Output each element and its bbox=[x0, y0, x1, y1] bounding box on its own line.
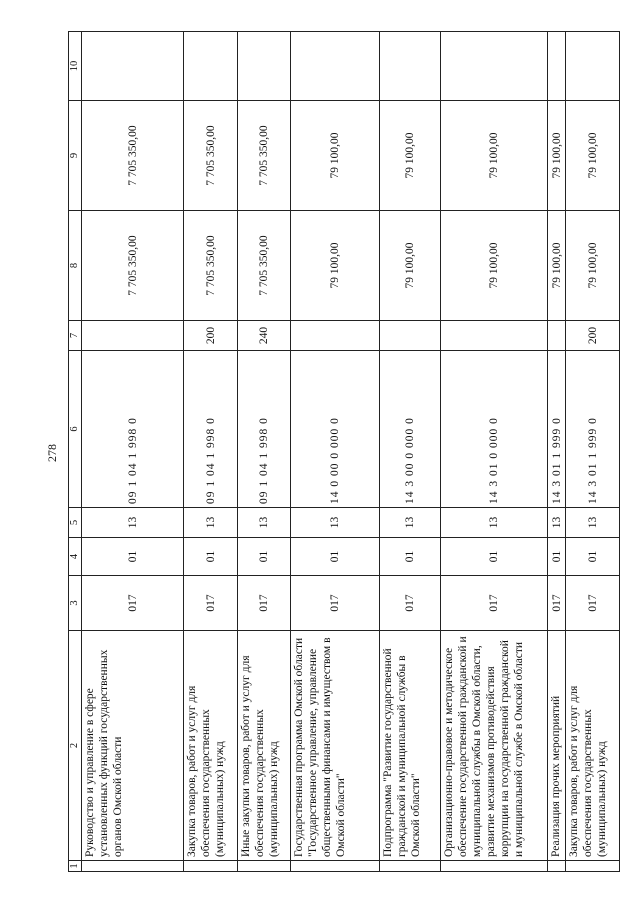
cell-section-code: 01 bbox=[566, 538, 620, 576]
cell-target-article: 14 0 00 0 000 0 bbox=[291, 351, 380, 508]
header-cell: 6 bbox=[69, 351, 82, 508]
cell-expense-type bbox=[440, 321, 547, 351]
table-row bbox=[237, 32, 290, 872]
header-row bbox=[69, 32, 82, 872]
cell-amount-col8: 7 705 350,00 bbox=[184, 211, 237, 321]
cell-section-code: 01 bbox=[547, 538, 566, 576]
cell-target-article: 09 1 04 1 998 0 bbox=[237, 351, 290, 508]
cell-expense-type: 200 bbox=[184, 321, 237, 351]
table-row bbox=[547, 32, 566, 872]
header-cell: 5 bbox=[69, 508, 82, 538]
cell-subsection-code: 13 bbox=[566, 508, 620, 538]
cell-amount-col9: 79 100,00 bbox=[291, 101, 380, 211]
cell-amount-col8: 79 100,00 bbox=[291, 211, 380, 321]
cell-target-article: 09 1 04 1 998 0 bbox=[82, 351, 184, 508]
cell-subsection-code: 13 bbox=[82, 508, 184, 538]
cell-amount-col9: 79 100,00 bbox=[547, 101, 566, 211]
cell-expense-type bbox=[380, 321, 440, 351]
cell-amount-col8: 79 100,00 bbox=[380, 211, 440, 321]
table-row bbox=[82, 32, 184, 872]
cell-amount-col10 bbox=[547, 32, 566, 101]
cell-description: Руководство и управление в сфере установленных функций государственных органов Омской области bbox=[82, 631, 184, 861]
cell-ministry-code: 017 bbox=[440, 576, 547, 631]
cell-amount-col10 bbox=[82, 32, 184, 101]
table-row bbox=[440, 32, 547, 872]
header-cell: 7 bbox=[69, 321, 82, 351]
cell-amount-col9: 79 100,00 bbox=[440, 101, 547, 211]
header-cell: 8 bbox=[69, 211, 82, 321]
cell-target-article: 14 3 01 0 000 0 bbox=[440, 351, 547, 508]
cell-expense-type bbox=[291, 321, 380, 351]
cell-amount-col8: 7 705 350,00 bbox=[82, 211, 184, 321]
header-cell: 9 bbox=[69, 101, 82, 211]
cell-subsection-code: 13 bbox=[291, 508, 380, 538]
budget-table bbox=[68, 31, 620, 872]
cell-ministry-code: 017 bbox=[566, 576, 620, 631]
header-cell: 2 bbox=[69, 631, 82, 861]
cell-subsection-code: 13 bbox=[237, 508, 290, 538]
cell-ministry-code: 017 bbox=[237, 576, 290, 631]
cell-blank bbox=[440, 861, 547, 872]
cell-expense-type: 200 bbox=[566, 321, 620, 351]
cell-ministry-code: 017 bbox=[547, 576, 566, 631]
cell-amount-col10 bbox=[237, 32, 290, 101]
cell-ministry-code: 017 bbox=[82, 576, 184, 631]
cell-section-code: 01 bbox=[237, 538, 290, 576]
cell-subsection-code: 13 bbox=[440, 508, 547, 538]
cell-ministry-code: 017 bbox=[184, 576, 237, 631]
cell-target-article: 09 1 04 1 998 0 bbox=[184, 351, 237, 508]
cell-amount-col9: 7 705 350,00 bbox=[82, 101, 184, 211]
cell-description: Закупка товаров, работ и услуг для обеспечения государственных (муниципальных) нужд bbox=[184, 631, 237, 861]
cell-blank bbox=[82, 861, 184, 872]
cell-amount-col9: 79 100,00 bbox=[380, 101, 440, 211]
cell-expense-type bbox=[82, 321, 184, 351]
cell-description: Организационно-правовое и методическое обеспечение государственной гражданской и муниципальной службы в Омской области, развитие механизмов противодействия коррупции на государственной гражданской и муниципальной службе в Омской области bbox=[440, 631, 547, 861]
cell-expense-type: 240 bbox=[237, 321, 290, 351]
header-cell: 3 bbox=[69, 576, 82, 631]
cell-subsection-code: 13 bbox=[184, 508, 237, 538]
cell-description: Реализация прочих мероприятий bbox=[547, 631, 566, 861]
cell-subsection-code: 13 bbox=[380, 508, 440, 538]
cell-blank bbox=[184, 861, 237, 872]
cell-section-code: 01 bbox=[440, 538, 547, 576]
cell-amount-col8: 79 100,00 bbox=[547, 211, 566, 321]
cell-description: Закупка товаров, работ и услуг для обеспечения государственных (муниципальных) нужд bbox=[566, 631, 620, 861]
cell-blank bbox=[237, 861, 290, 872]
cell-amount-col10 bbox=[291, 32, 380, 101]
header-cell: 1 bbox=[69, 861, 82, 872]
cell-amount-col8: 7 705 350,00 bbox=[237, 211, 290, 321]
cell-amount-col9: 7 705 350,00 bbox=[237, 101, 290, 211]
cell-amount-col8: 79 100,00 bbox=[566, 211, 620, 321]
header-cell: 4 bbox=[69, 538, 82, 576]
cell-blank bbox=[291, 861, 380, 872]
cell-description: Государственная программа Омской области "Государственное управление, управление общественными финансами и имуществом в Омской области" bbox=[291, 631, 380, 861]
cell-target-article: 14 3 00 0 000 0 bbox=[380, 351, 440, 508]
cell-ministry-code: 017 bbox=[291, 576, 380, 631]
table-row bbox=[184, 32, 237, 872]
table-row bbox=[380, 32, 440, 872]
cell-section-code: 01 bbox=[380, 538, 440, 576]
table-row bbox=[291, 32, 380, 872]
cell-section-code: 01 bbox=[82, 538, 184, 576]
cell-amount-col10 bbox=[380, 32, 440, 101]
page-number: 278 bbox=[45, 444, 59, 462]
cell-ministry-code: 017 bbox=[380, 576, 440, 631]
cell-expense-type bbox=[547, 321, 566, 351]
cell-section-code: 01 bbox=[291, 538, 380, 576]
table-row bbox=[566, 32, 620, 872]
cell-target-article: 14 3 01 1 999 0 bbox=[566, 351, 620, 508]
cell-description: Иные закупки товаров, работ и услуг для обеспечения государственных (муниципальных) нужд bbox=[237, 631, 290, 861]
cell-subsection-code: 13 bbox=[547, 508, 566, 538]
cell-target-article: 14 3 01 1 999 0 bbox=[547, 351, 566, 508]
cell-amount-col10 bbox=[566, 32, 620, 101]
cell-amount-col9: 79 100,00 bbox=[566, 101, 620, 211]
cell-amount-col9: 7 705 350,00 bbox=[184, 101, 237, 211]
cell-amount-col8: 79 100,00 bbox=[440, 211, 547, 321]
cell-blank bbox=[380, 861, 440, 872]
cell-section-code: 01 bbox=[184, 538, 237, 576]
cell-amount-col10 bbox=[184, 32, 237, 101]
rotated-budget-table-container bbox=[68, 32, 620, 872]
cell-blank bbox=[566, 861, 620, 872]
cell-amount-col10 bbox=[440, 32, 547, 101]
cell-blank bbox=[547, 861, 566, 872]
cell-description: Подпрограмма "Развитие государственной гражданской и муниципальной службы в Омской области" bbox=[380, 631, 440, 861]
header-cell: 10 bbox=[69, 32, 82, 101]
